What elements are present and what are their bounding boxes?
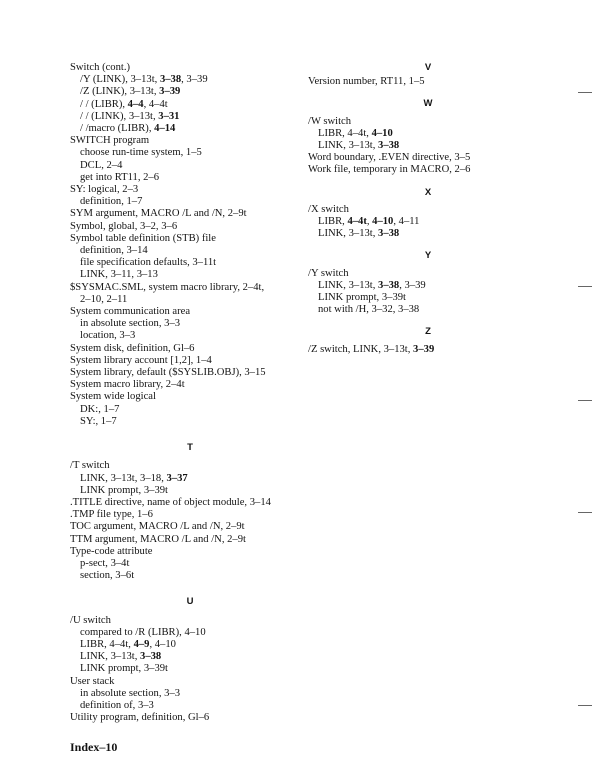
index-subentry: 2–10, 2–11 [80,293,128,305]
index-entry: Symbol table definition (STB) file [70,232,216,244]
index-entry: .TITLE directive, name of object module, 3–14 [70,496,271,508]
index-subentry: LIBR, 4–4t, 4–9, 4–10 [80,638,176,650]
index-subentry: file specification defaults, 3–11t [80,257,217,269]
index-entry: /T switch [70,460,110,472]
section-letter-heading: T [187,442,193,454]
index-entry: /U switch [70,614,111,626]
section-letter-heading: Z [425,326,431,338]
section-letter-heading: U [186,596,194,608]
index-subentry: /Y (LINK), 3–13t, 3–38, 3–39 [80,74,208,86]
index-entry: .TMP file type, 1–6 [70,509,153,521]
index-entry: Type-code attribute [70,545,153,557]
index-subentry: in absolute section, 3–3 [80,687,181,699]
page-footer: Index–10 [70,740,118,754]
index-entry: System library account [1,2], 1–4 [70,354,212,366]
index-entry: TTM argument, MACRO /L and /N, 2–9t [70,533,246,545]
index-subentry: definition, 1–7 [80,196,143,208]
index-entry: Switch (cont.) [70,62,131,73]
index-subentry: LINK, 3–13t, 3–38 [318,228,400,240]
index-subentry: LINK, 3–13t, 3–38 [318,140,400,152]
index-entry: Utility program, definition, Gl–6 [70,712,210,724]
margin-mark [578,705,592,706]
index-subentry: get into RT11, 2–6 [80,171,160,183]
index-subentry: / / (LIBR), 4–4, 4–4t [80,98,168,110]
index-entry: /Z switch, LINK, 3–13t, 3–39 [308,343,435,355]
index-entry: Symbol, global, 3–2, 3–6 [70,220,178,232]
margin-mark [578,286,592,287]
margin-mark [578,512,592,513]
index-subentry: not with /H, 3–32, 3–38 [318,304,420,316]
index-entry: System communication area [70,306,191,318]
index-subentry: LIBR, 4–4t, 4–10 [318,127,393,139]
index-subentry: DK:, 1–7 [80,403,120,415]
index-entry: /W switch [308,115,352,127]
index-entry: Word boundary, .EVEN directive, 3–5 [308,152,471,164]
section-letter-heading: X [424,186,432,198]
index-subentry: p-sect, 3–4t [80,557,130,569]
index-entry: User stack [70,675,115,687]
index-entry: System macro library, 2–4t [70,379,185,391]
index-subentry: LINK prompt, 3–39t [80,484,168,496]
index-column-left [70,62,310,724]
index-subentry: compared to /R (LIBR), 4–10 [80,626,206,638]
index-entry: System library, default ($SYSLIB.OBJ), 3–15 [70,367,266,379]
index-entry: SYM argument, MACRO /L and /N, 2–9t [70,208,247,220]
index-subentry: LINK, 3–13t, 3–38, 3–39 [318,279,426,291]
index-entry: /X switch [308,203,349,215]
index-subentry: / / (LINK), 3–13t, 3–31 [80,110,180,122]
index-subentry: location, 3–3 [80,330,136,342]
index-subentry: LINK prompt, 3–39t [318,292,406,304]
index-entry: $SYSMAC.SML, system macro library, 2–4t, [70,281,265,293]
index-subentry: SY:, 1–7 [80,415,117,427]
index-subentry: LINK prompt, 3–39t [80,663,168,675]
index-subentry: / /macro (LIBR), 4–14 [80,123,176,135]
index-subentry: definition, 3–14 [80,245,148,257]
index-subentry: section, 3–6t [80,570,135,582]
index-subentry: choose run-time system, 1–5 [80,147,202,159]
index-subentry: in absolute section, 3–3 [80,318,181,330]
index-subentry: DCL, 2–4 [80,159,123,171]
index-entry: /Y switch [308,267,349,279]
index-entry: TOC argument, MACRO /L and /N, 2–9t [70,521,245,533]
index-subentry: definition of, 3–3 [80,699,154,711]
margin-mark [578,92,592,93]
index-entry: System wide logical [70,391,156,403]
index-subentry: LINK, 3–13t, 3–38 [80,651,162,663]
index-subentry: LINK, 3–11, 3–13 [80,269,158,281]
index-column-right [308,62,548,356]
index-entry: Version number, RT11, 1–5 [308,76,425,88]
index-entry: System disk, definition, Gl–6 [70,342,195,354]
section-letter-heading: Y [424,250,432,262]
index-entry: Work file, temporary in MACRO, 2–6 [308,164,471,176]
index-subentry: LIBR, 4–4t, 4–10, 4–11 [318,216,420,228]
index-entry: SY: logical, 2–3 [70,184,139,196]
section-letter-heading: W [423,98,433,110]
index-entry: SWITCH program [70,135,150,147]
index-subentry: LINK, 3–13t, 3–18, 3–37 [80,472,188,484]
section-letter-heading: V [424,62,432,73]
margin-mark [578,400,592,401]
index-subentry: /Z (LINK), 3–13t, 3–39 [80,86,181,98]
